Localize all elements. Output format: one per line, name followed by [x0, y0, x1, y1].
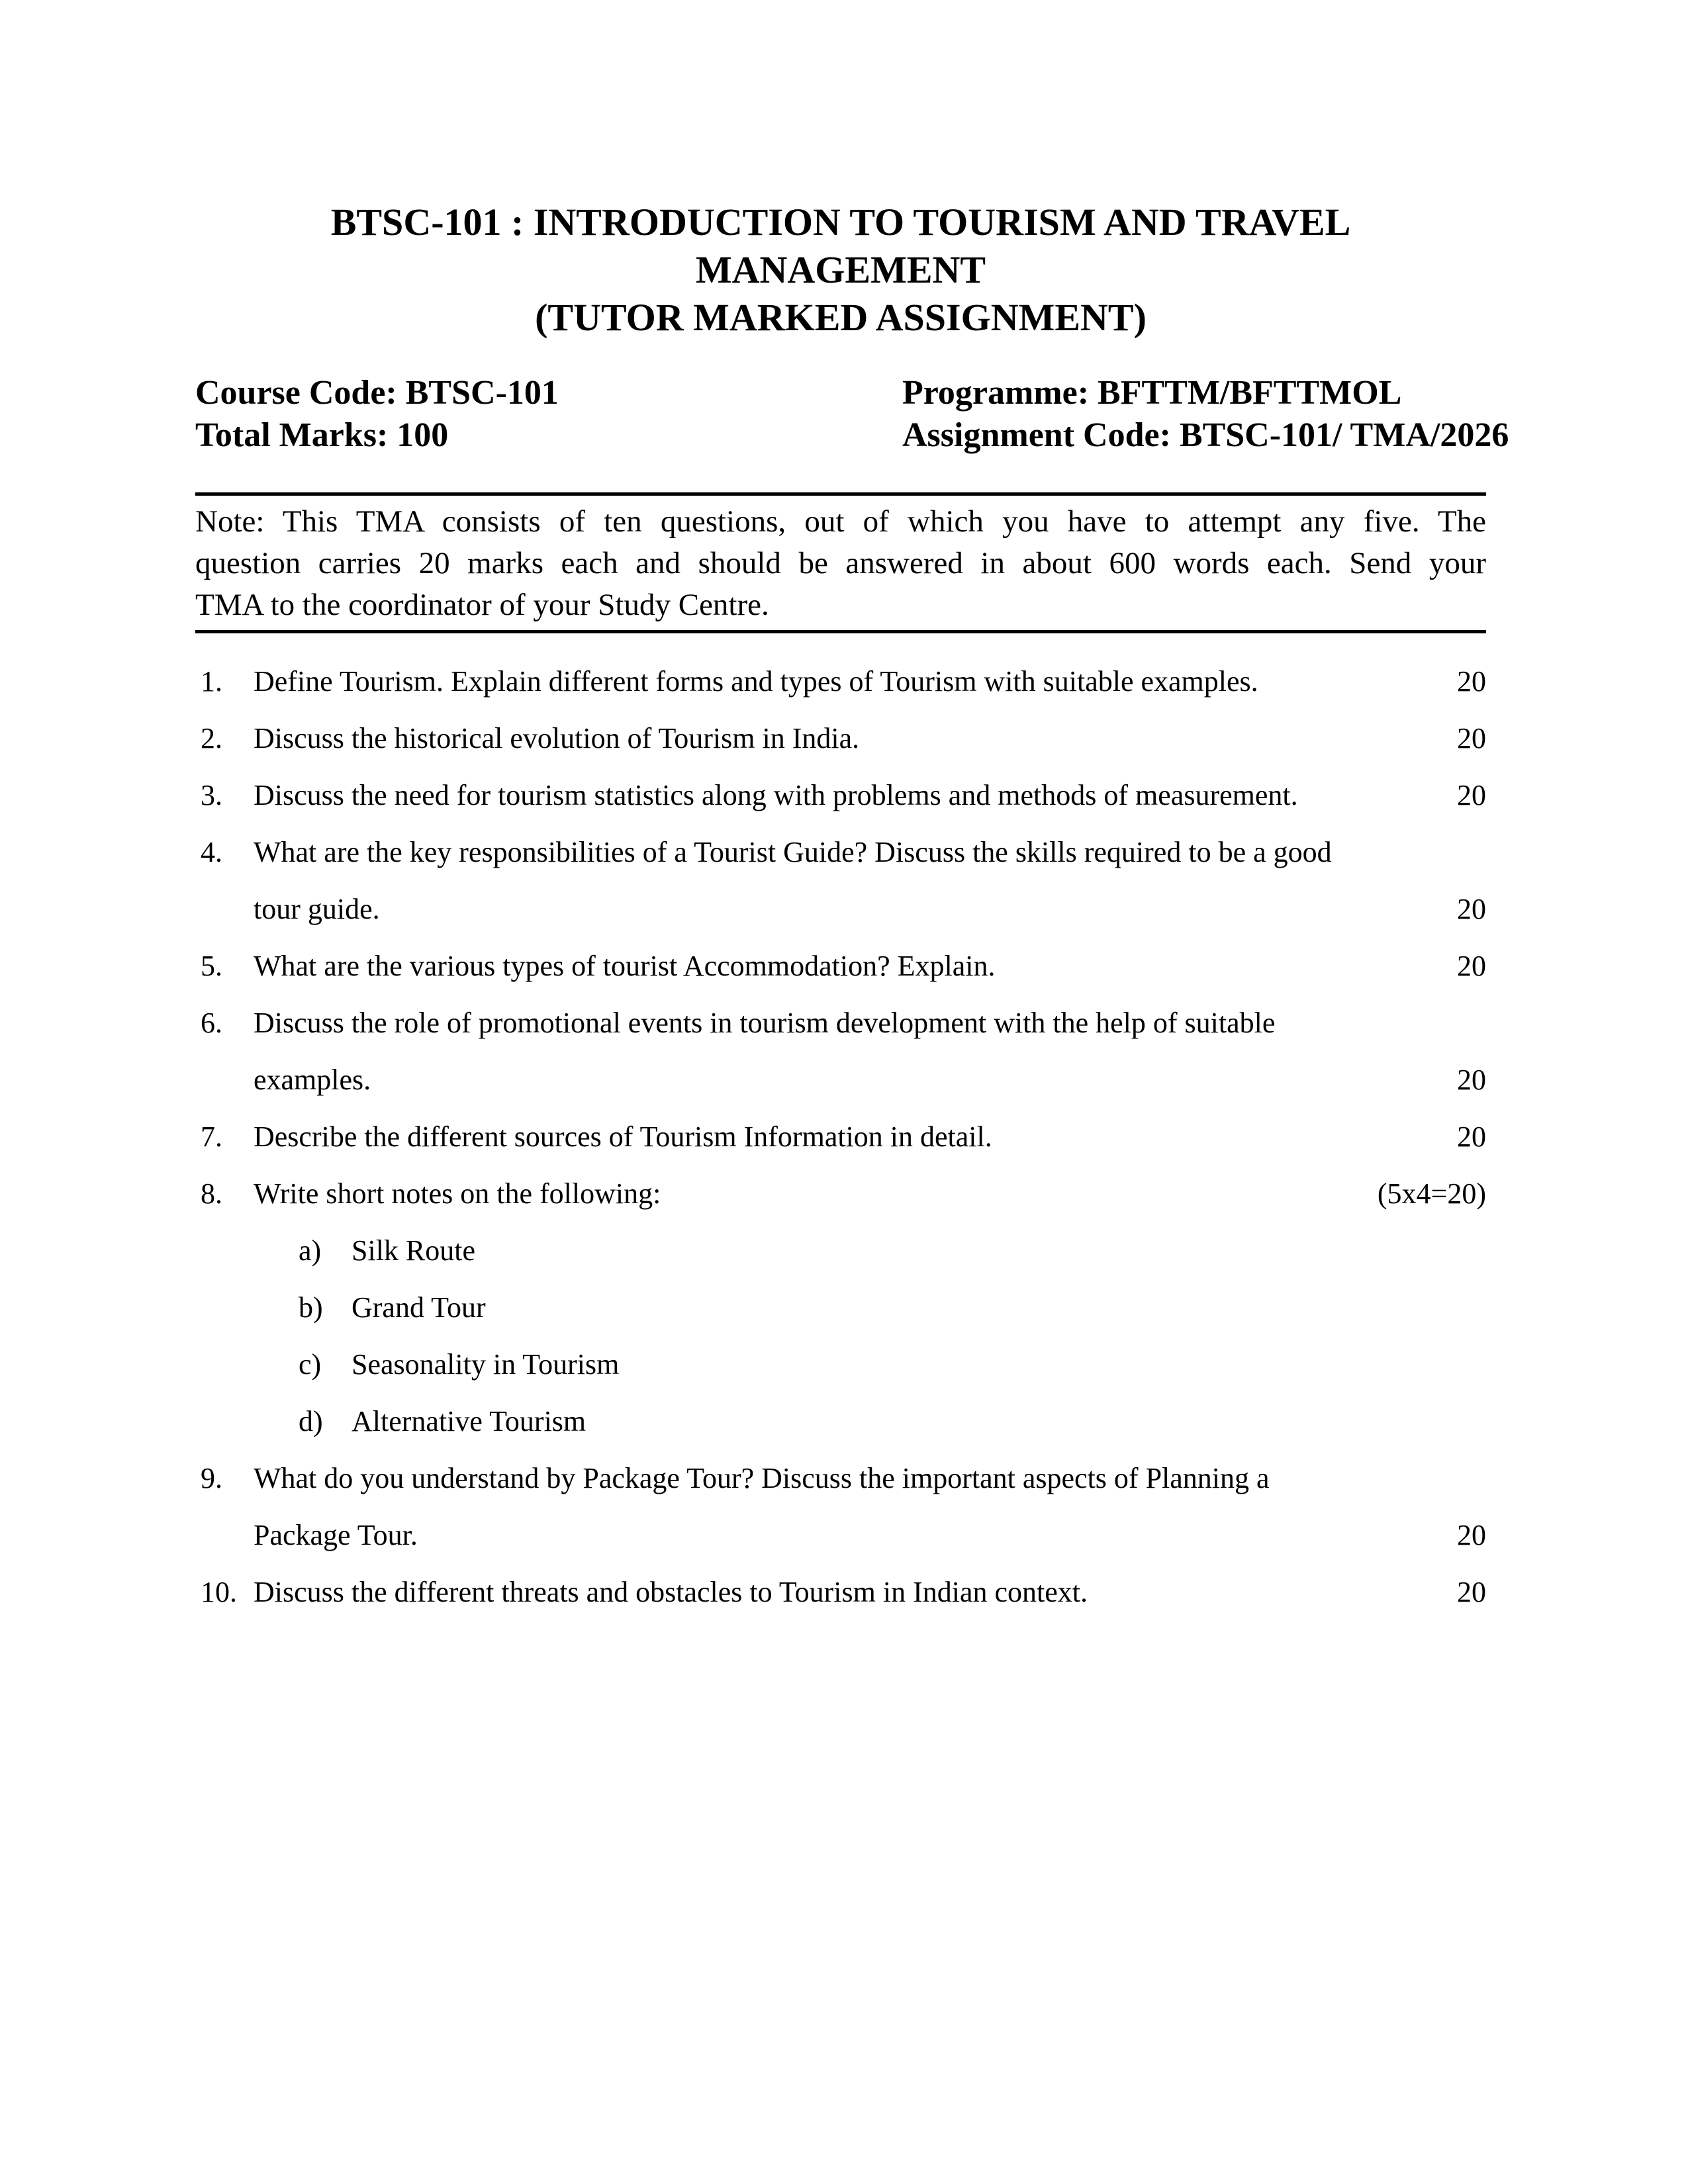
question-marks: 20: [1457, 722, 1486, 754]
question-marks: 20: [1457, 1120, 1486, 1153]
question-8-subitem-b: [195, 1279, 1486, 1336]
question-text: Discuss the need for tourism statistics along with problems and methods of measurement.: [254, 779, 1298, 811]
question-marks: 20: [1457, 1576, 1486, 1608]
question-6-row: [195, 995, 1486, 1052]
question-text: What are the key responsibilities of a Tourist Guide? Discuss the skills required to be a good: [254, 836, 1332, 868]
question-text: examples.: [254, 1064, 371, 1096]
question-number: 1.: [201, 665, 222, 698]
meta-row-1: [195, 372, 1486, 414]
subitem-text: Silk Route: [352, 1234, 476, 1267]
questions-list: [195, 653, 1486, 1621]
question-3-row: [195, 767, 1486, 824]
question-7-row: [195, 1109, 1486, 1165]
question-text: Discuss the different threats and obstacles to Tourism in Indian context.: [254, 1576, 1088, 1608]
assignment-code: Assignment Code: BTSC-101/ TMA/2026: [902, 416, 1509, 454]
subitem-letter: d): [299, 1405, 323, 1437]
note-line-3: TMA to the coordinator of your Study Centre.: [195, 588, 769, 622]
question-text: Describe the different sources of Tourism Information in detail.: [254, 1120, 992, 1153]
question-5-row: [195, 938, 1486, 995]
question-number: 7.: [201, 1120, 222, 1153]
question-text: What are the various types of tourist Accommodation? Explain.: [254, 950, 996, 982]
question-marks: 20: [1457, 893, 1486, 925]
question-1-row: [195, 653, 1486, 710]
question-text: Discuss the historical evolution of Tourism in India.: [254, 722, 860, 754]
question-9-continuation-row: [195, 1507, 1486, 1564]
total-marks: Total Marks: 100: [195, 416, 449, 454]
question-8-subitem-a: [195, 1222, 1486, 1279]
question-text: Define Tourism. Explain different forms and types of Tourism with suitable examples.: [254, 665, 1258, 698]
question-number: 8.: [201, 1177, 222, 1210]
subitem-letter: a): [299, 1234, 322, 1267]
question-8-subitem-c: [195, 1336, 1486, 1393]
question-marks: (5x4=20): [1377, 1177, 1486, 1210]
question-6-continuation-row: [195, 1052, 1486, 1109]
question-4-row: [195, 824, 1486, 881]
subitem-text: Alternative Tourism: [352, 1405, 586, 1437]
subitem-letter: b): [299, 1291, 323, 1324]
question-text: What do you understand by Package Tour? Discuss the important aspects of Planning a: [254, 1462, 1270, 1494]
question-text: Package Tour.: [254, 1519, 418, 1551]
meta-block: [195, 372, 1509, 457]
question-8-row: [195, 1165, 1486, 1222]
subitem-text: Grand Tour: [352, 1291, 486, 1324]
programme: Programme: BFTTM/BFTTMOL: [902, 374, 1402, 412]
note-box: [195, 492, 1486, 633]
course-code: Course Code: BTSC-101: [195, 374, 559, 412]
question-marks: 20: [1457, 950, 1486, 982]
question-marks: 20: [1457, 1064, 1486, 1096]
title-line-1: BTSC-101 : INTRODUCTION TO TOURISM AND TRAVEL MANAGEMENT: [330, 201, 1351, 291]
question-marks: 20: [1457, 1519, 1486, 1551]
question-number: 4.: [201, 836, 222, 868]
subitem-letter: c): [299, 1348, 322, 1381]
question-number: 6.: [201, 1007, 222, 1039]
document-title: [195, 199, 1486, 341]
question-number: 10.: [201, 1576, 237, 1608]
note-line-1: Note: This TMA consists of ten questions, out of which you have to attempt any five. The: [195, 504, 1486, 539]
question-4-continuation-row: [195, 881, 1486, 938]
question-marks: 20: [1457, 665, 1486, 698]
question-marks: 20: [1457, 779, 1486, 811]
question-number: 9.: [201, 1462, 222, 1494]
question-10-row: [195, 1564, 1486, 1621]
question-9-row: [195, 1450, 1486, 1507]
question-text: Discuss the role of promotional events in tourism development with the help of suitable: [254, 1007, 1276, 1039]
note-line-2: question carries 20 marks each and should be answered in about 600 words each. Send your: [195, 546, 1486, 580]
question-8-subitem-d: [195, 1393, 1486, 1450]
question-number: 5.: [201, 950, 222, 982]
question-number: 3.: [201, 779, 222, 811]
document-content: [195, 0, 1509, 1621]
title-line-2: (TUTOR MARKED ASSIGNMENT): [535, 296, 1147, 339]
subitem-text: Seasonality in Tourism: [352, 1348, 620, 1381]
meta-row-2: [195, 414, 1509, 457]
question-number: 2.: [201, 722, 222, 754]
question-text: Write short notes on the following:: [254, 1177, 661, 1210]
question-2-row: [195, 710, 1486, 767]
question-text: tour guide.: [254, 893, 380, 925]
